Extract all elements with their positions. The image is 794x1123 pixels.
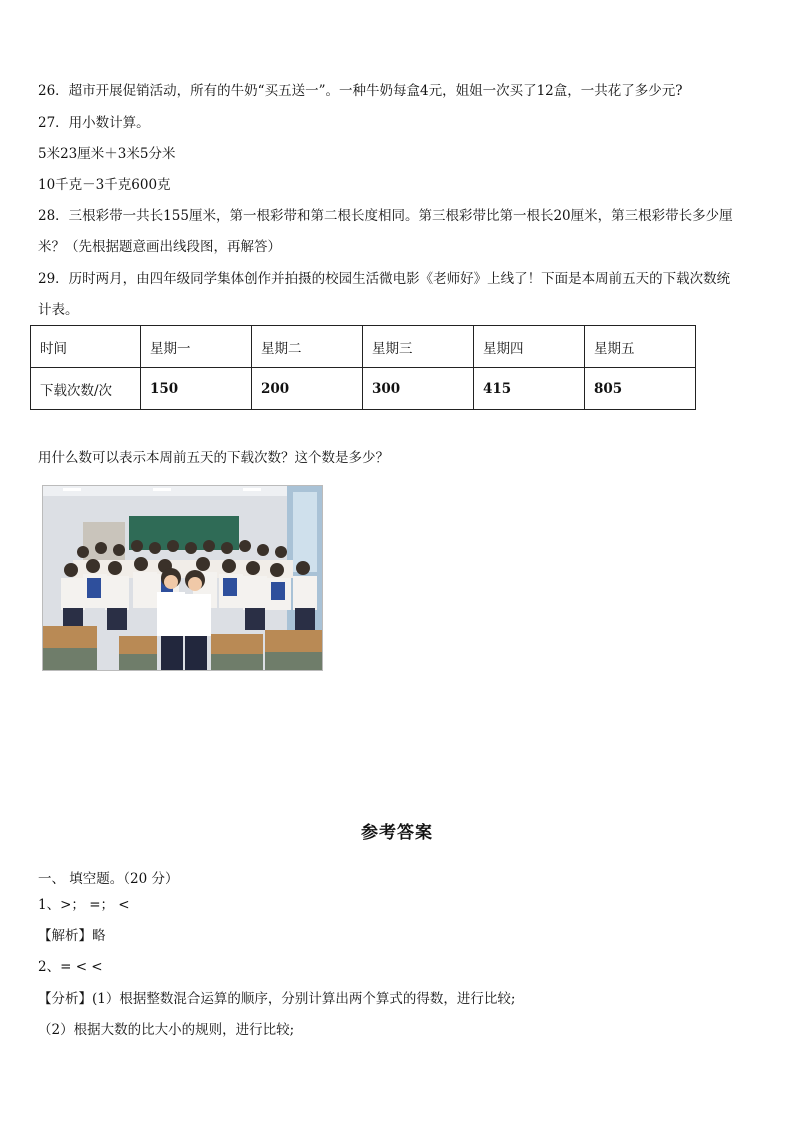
download-stats-table	[30, 325, 696, 410]
answer-section-1: 一、 填空题。（20 分）	[38, 871, 179, 887]
question-27a: 5米23厘米＋3米5分米	[38, 146, 176, 162]
class-photo-illustration	[43, 486, 322, 670]
table-cell: 150	[141, 368, 252, 410]
table-cell: 星期三	[363, 326, 474, 368]
question-27b: 10千克－3千克600克	[38, 177, 171, 193]
answer-2: 2、= < <	[38, 959, 103, 975]
table-cell: 时间	[31, 326, 141, 368]
table-cell: 星期一	[141, 326, 252, 368]
table-cell: 415	[474, 368, 585, 410]
table-cell: 下载次数/次	[31, 368, 141, 410]
answer-1-note: 【解析】略	[38, 928, 106, 944]
table-cell: 星期二	[252, 326, 363, 368]
answer-2-note-1: 【分析】(1）根据整数混合运算的顺序，分别计算出两个算式的得数，进行比较;	[38, 991, 516, 1007]
question-27: 27．用小数计算。	[38, 115, 150, 131]
question-29-line2: 计表。	[38, 302, 79, 318]
answer-1: 1、>； =； <	[38, 897, 130, 913]
answer-2-note-2: （2）根据大数的比大小的规则，进行比较;	[38, 1022, 295, 1038]
table-header-row	[31, 326, 696, 368]
table-cell: 星期四	[474, 326, 585, 368]
class-photo	[42, 485, 323, 671]
question-29-line1: 29．历时两月，由四年级同学集体创作并拍摄的校园生活微电影《老师好》上线了！下面是本周前五天的下载次数统	[38, 271, 731, 287]
table-cell: 200	[252, 368, 363, 410]
table-cell: 300	[363, 368, 474, 410]
question-29-prompt: 用什么数可以表示本周前五天的下载次数？这个数是多少？	[38, 450, 389, 466]
question-28-line2: 米？（先根据题意画出线段图，再解答）	[38, 239, 281, 255]
question-26: 26．超市开展促销活动，所有的牛奶“买五送一”。一种牛奶每盒4元，姐姐一次买了12盒，一共花了多少元?	[38, 83, 683, 99]
table-cell: 星期五	[585, 326, 696, 368]
table-row	[31, 368, 696, 410]
answer-key-title: 参考答案	[361, 823, 433, 843]
table-cell: 805	[585, 368, 696, 410]
question-28-line1: 28．三根彩带一共长155厘米，第一根彩带和第二根长度相同。第三根彩带比第一根长20厘米，第三根彩带长多少厘	[38, 208, 733, 224]
